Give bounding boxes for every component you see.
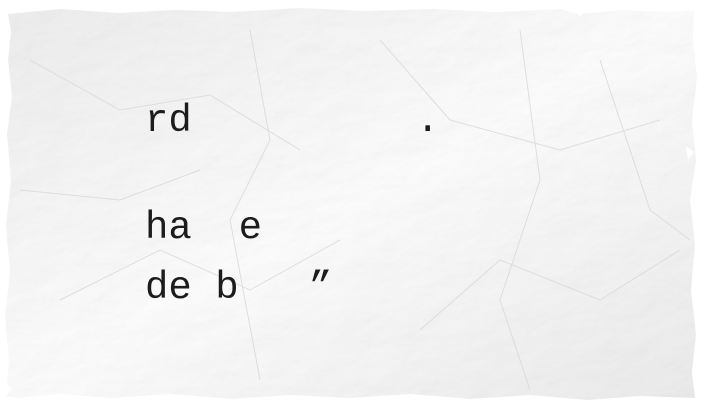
typed-line-1: rd — [145, 99, 192, 143]
typed-line-2: ha e — [145, 206, 263, 250]
typed-line-1-period: . — [416, 99, 440, 143]
typed-line-3: de b ” — [145, 266, 333, 310]
